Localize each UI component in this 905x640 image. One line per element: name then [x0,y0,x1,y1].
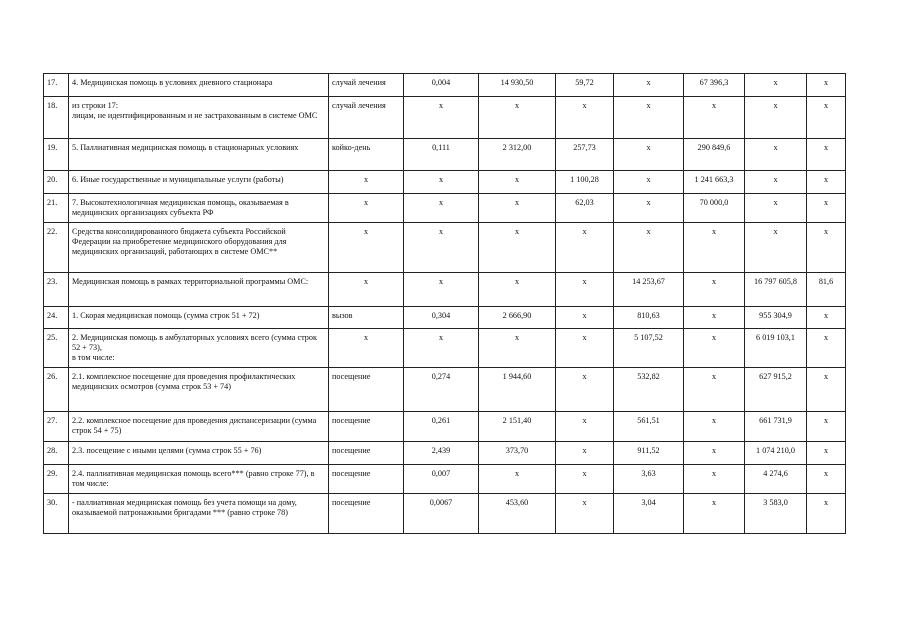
cell-value-5: 290 849,6 [684,139,745,171]
cell-value-1: х [404,329,479,368]
cell-value-2: 1 944,60 [479,368,556,412]
cell-row-name: 2.2. комплексное посещение для проведения диспансеризации (сумма строк 54 + 75) [69,412,329,442]
cell-value-5: х [684,273,745,307]
cell-value-7: х [807,465,846,494]
cell-value-1: 0,304 [404,307,479,329]
cell-value-2: 2 151,40 [479,412,556,442]
cell-value-6: 16 797 605,8 [745,273,807,307]
cell-value-4: 561,51 [614,412,684,442]
cell-value-2: х [479,223,556,273]
cell-value-7: х [807,74,846,97]
cell-row-number: 17. [44,74,69,97]
cell-value-4: 532,82 [614,368,684,412]
cell-row-number: 19. [44,139,69,171]
cell-value-1: 0,111 [404,139,479,171]
cell-value-4: х [614,171,684,194]
cell-value-3: х [556,412,614,442]
cell-value-1: х [404,97,479,139]
cell-value-7: х [807,139,846,171]
cell-unit: случай лечения [329,97,404,139]
cell-row-name: 5. Паллиативная медицинская помощь в стационарных условиях [69,139,329,171]
cell-value-7: х [807,171,846,194]
cell-value-2: 373,70 [479,442,556,465]
cell-value-5: 1 241 663,3 [684,171,745,194]
cell-value-4: 5 107,52 [614,329,684,368]
cell-value-3: 1 100,28 [556,171,614,194]
cell-value-3: х [556,97,614,139]
cell-row-number: 27. [44,412,69,442]
cell-value-5: х [684,442,745,465]
table-row [44,273,846,307]
cell-unit: посещение [329,412,404,442]
cell-unit: посещение [329,442,404,465]
cell-unit: посещение [329,494,404,534]
cell-unit: х [329,273,404,307]
cell-value-2: х [479,194,556,223]
cell-value-5: х [684,329,745,368]
table-row [44,223,846,273]
cell-value-7: х [807,442,846,465]
cell-value-7: х [807,223,846,273]
cell-row-number: 25. [44,329,69,368]
cell-value-2: х [479,97,556,139]
cell-row-name: из строки 17: лицам, не идентифицированным и не застрахованным в системе ОМС [69,97,329,139]
table-row [44,307,846,329]
cell-value-2: 2 666,90 [479,307,556,329]
cell-value-5: х [684,97,745,139]
cell-value-6: х [745,139,807,171]
cell-value-7: х [807,329,846,368]
cell-value-6: х [745,171,807,194]
cell-value-6: х [745,223,807,273]
cell-value-1: 2,439 [404,442,479,465]
cell-value-3: х [556,494,614,534]
cell-row-number: 20. [44,171,69,194]
cell-value-4: х [614,139,684,171]
cell-value-5: х [684,223,745,273]
cell-row-name: Медицинская помощь в рамках территориальной программы ОМС: [69,273,329,307]
cell-unit: койко-день [329,139,404,171]
cell-row-number: 22. [44,223,69,273]
cell-value-5: х [684,494,745,534]
cell-value-3: 257,73 [556,139,614,171]
cell-value-7: х [807,307,846,329]
cell-value-3: х [556,223,614,273]
cell-value-2: 453,60 [479,494,556,534]
cell-value-6: 4 274,6 [745,465,807,494]
cell-value-6: х [745,194,807,223]
cell-value-6: 1 074 210,0 [745,442,807,465]
cell-value-4: 911,52 [614,442,684,465]
cell-unit: х [329,223,404,273]
cell-value-5: 70 000,0 [684,194,745,223]
cell-value-3: х [556,442,614,465]
cell-value-1: х [404,194,479,223]
cell-value-4: 810,63 [614,307,684,329]
cell-row-name: 2.3. посещение с иными целями (сумма строк 55 + 76) [69,442,329,465]
cell-value-3: 59,72 [556,74,614,97]
cell-value-3: х [556,465,614,494]
cell-value-2: 2 312,00 [479,139,556,171]
cell-value-3: 62,03 [556,194,614,223]
cell-value-7: х [807,97,846,139]
cell-value-1: х [404,273,479,307]
cell-value-4: х [614,194,684,223]
table-row [44,171,846,194]
table-row [44,139,846,171]
cell-value-1: 0,004 [404,74,479,97]
cell-unit: вызов [329,307,404,329]
cell-value-5: х [684,465,745,494]
cell-value-1: х [404,171,479,194]
cell-unit: случай лечения [329,74,404,97]
cell-value-2: 14 930,50 [479,74,556,97]
cell-row-number: 21. [44,194,69,223]
cell-value-3: х [556,273,614,307]
cell-value-7: х [807,368,846,412]
table-row [44,442,846,465]
cell-row-number: 29. [44,465,69,494]
cell-unit: х [329,171,404,194]
cell-value-4: х [614,74,684,97]
cell-unit: посещение [329,368,404,412]
cell-value-6: 6 019 103,1 [745,329,807,368]
cell-value-6: 955 304,9 [745,307,807,329]
cell-value-6: 627 915,2 [745,368,807,412]
cell-value-5: х [684,307,745,329]
cell-value-4: х [614,97,684,139]
cell-row-name: 2.4. паллиативная медицинская помощь всего*** (равно строке 77), в том числе: [69,465,329,494]
cell-row-number: 30. [44,494,69,534]
cell-row-number: 26. [44,368,69,412]
cell-row-number: 28. [44,442,69,465]
cell-value-6: 3 583,0 [745,494,807,534]
cell-value-4: 14 253,67 [614,273,684,307]
cell-unit: посещение [329,465,404,494]
table-row [44,412,846,442]
cell-row-name: 2. Медицинская помощь в амбулаторных условиях всего (сумма строк 52 + 73), в том числе: [69,329,329,368]
cell-value-3: х [556,368,614,412]
cell-row-name: 7. Высокотехнологичная медицинская помощь, оказываемая в медицинских организациях субъекта РФ [69,194,329,223]
cell-value-1: 0,0067 [404,494,479,534]
cell-value-4: х [614,223,684,273]
cell-value-3: х [556,307,614,329]
cell-row-name: Средства консолидированного бюджета субъекта Российской Федерации на приобретение медицинского оборудования для медицинских организаций, работающих в системе ОМС** [69,223,329,273]
cell-unit: х [329,329,404,368]
cell-value-6: х [745,97,807,139]
cell-value-5: х [684,412,745,442]
cell-row-name: - паллиативная медицинская помощь без учета помощи на дому, оказываемой патронажными бригадами *** (равно строке 78) [69,494,329,534]
cell-value-1: 0,007 [404,465,479,494]
cell-row-name: 6. Иные государственные и муниципальные услуги (работы) [69,171,329,194]
financing-table [43,73,846,534]
cell-value-4: 3,63 [614,465,684,494]
cell-value-7: х [807,412,846,442]
cell-value-1: 0,274 [404,368,479,412]
cell-value-3: х [556,329,614,368]
table-row [44,194,846,223]
cell-row-name: 1. Скорая медицинская помощь (сумма строк 51 + 72) [69,307,329,329]
cell-value-6: 661 731,9 [745,412,807,442]
cell-value-1: х [404,223,479,273]
cell-value-7: х [807,194,846,223]
table-row [44,329,846,368]
table-row [44,465,846,494]
cell-unit: х [329,194,404,223]
table-row [44,74,846,97]
cell-value-7: 81,6 [807,273,846,307]
cell-value-5: 67 396,3 [684,74,745,97]
cell-row-name: 4. Медицинская помощь в условиях дневного стационара [69,74,329,97]
cell-value-6: х [745,74,807,97]
cell-value-7: х [807,494,846,534]
cell-row-number: 23. [44,273,69,307]
table-row [44,494,846,534]
cell-value-2: х [479,465,556,494]
cell-value-1: 0,261 [404,412,479,442]
cell-row-number: 18. [44,97,69,139]
table-row [44,97,846,139]
cell-value-2: х [479,329,556,368]
cell-row-number: 24. [44,307,69,329]
cell-value-2: х [479,171,556,194]
cell-row-name: 2.1. комплексное посещение для проведения профилактических медицинских осмотров (сумма строк 53 + 74) [69,368,329,412]
table-row [44,368,846,412]
cell-value-5: х [684,368,745,412]
cell-value-2: х [479,273,556,307]
cell-value-4: 3,04 [614,494,684,534]
